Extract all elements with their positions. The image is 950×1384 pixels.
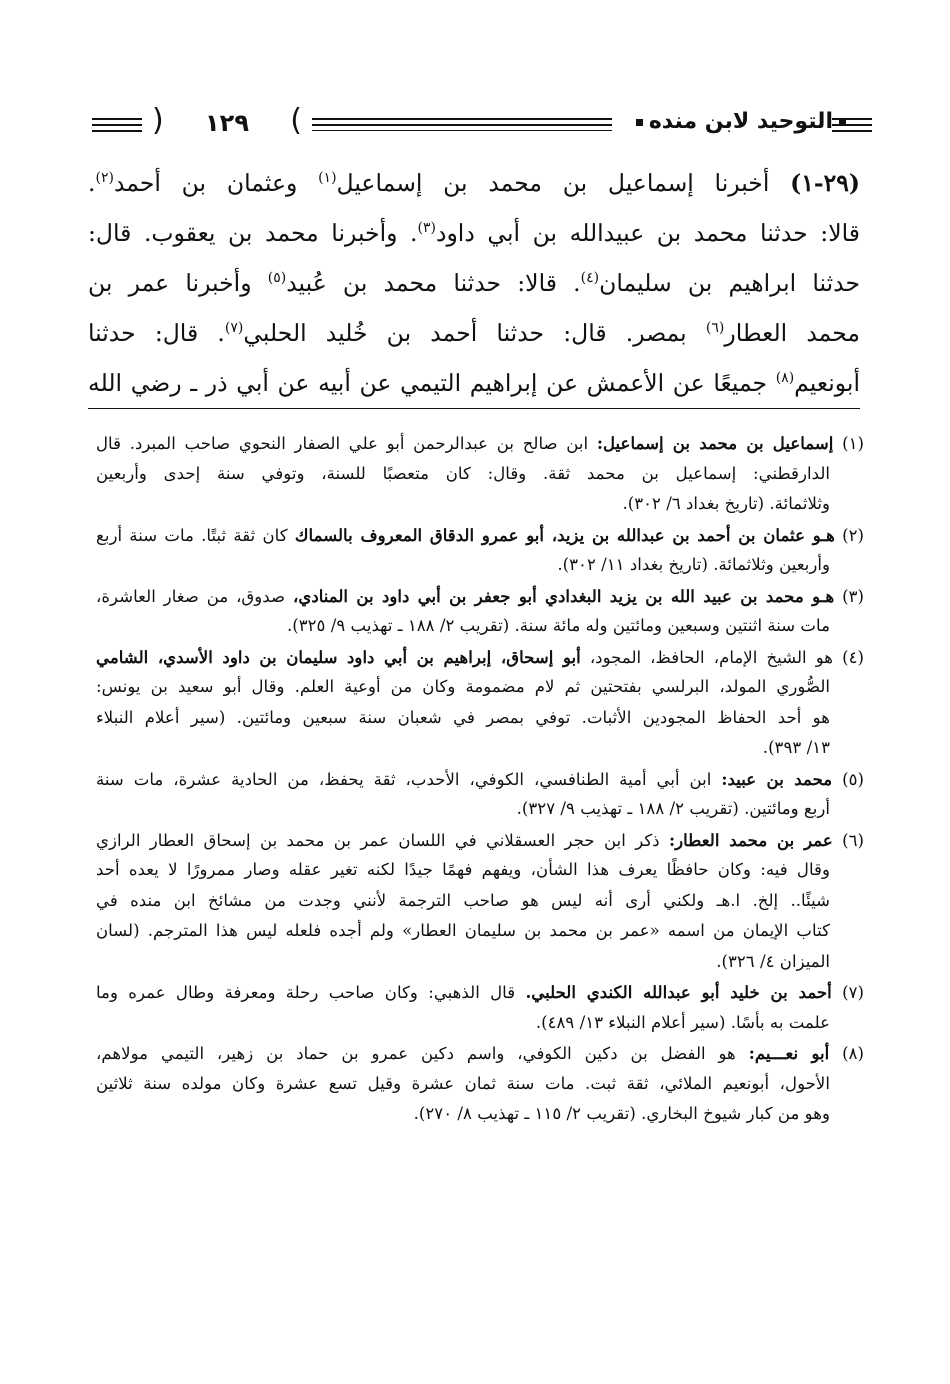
footnote-line — [96, 825, 864, 856]
footnote-line — [96, 1038, 864, 1069]
footnote-line — [96, 1099, 864, 1130]
text-run: . وأخبرنا محمد بن يعقوب. قال: — [88, 219, 418, 247]
footnote-line — [96, 459, 864, 490]
footnote-line — [96, 733, 864, 764]
header-rule — [832, 124, 872, 126]
footnote-text: وقال فيه: وكان حافظًا يعرف هذا الشأن، ويفهم فهمًا جيدًا لكنه تغير عقله وصار ممرورًا لا يعده أحد — [96, 860, 830, 879]
footnote-text: الميزان ٤/ ٣٢٦). — [716, 951, 830, 971]
text-run: قالا: حدثنا محمد بن عبيدالله بن أبي داود — [435, 219, 860, 247]
footnote — [96, 977, 864, 1038]
footnote-line — [96, 977, 864, 1008]
footnote-line — [96, 1069, 864, 1100]
footnote-ref: (٥) — [267, 270, 287, 286]
footnote-text: علمت به بأسًا. (سير أعلام النبلاء ١٣/ ٤٨٩). — [535, 1012, 830, 1032]
text-run: حدثنا ابراهيم بن سليمان — [599, 269, 860, 297]
footnote-text: مات سنة اثنتين وسبعين ومائتين وله مائة سنة. (تقريب ٢/ ١٨٨ ـ تهذيب ٩/ ٣٢٥). — [286, 616, 830, 635]
book-title: التوحيد لابن منده — [648, 109, 833, 134]
footnote-name: أبو إسحاق، إبراهيم بن أبي داود سليمان بن داود الأسدي، الشامي — [96, 646, 581, 667]
text-run: أخبرنا إسماعيل بن محمد بن إسماعيل — [336, 169, 770, 197]
footnote-marker: (٥) — [832, 769, 864, 789]
page-header — [92, 103, 862, 142]
footnote-name: هـو عثمان بن أحمد بن عبدالله بن يزيد، أبو عمرو الدقاق المعروف بالسماك — [294, 524, 835, 545]
footnote-text: كتاب الإيمان من اسمه «عمر بن محمد بن سليمان العطار» ولم أجده فلعله ليس هذا المترجم. (لسان — [96, 921, 830, 940]
footnote-line — [96, 703, 864, 734]
footnote-text: صدوق، من صغار العاشرة، — [96, 586, 293, 606]
footnote — [96, 1038, 864, 1130]
footnote-marker: (١) — [833, 434, 864, 453]
text-run: جميعًا عن الأعمش عن إبراهيم التيمي عن أبيه عن أبي ذر ـ رضي الله — [88, 369, 776, 397]
footnote-ref: (٢) — [95, 170, 114, 186]
footnote-text: وثلاثمائة. (تاريخ بغداد ٦/ ٣٠٢). — [622, 494, 830, 513]
header-rule — [92, 130, 142, 132]
footnote-text: أربع ومائتين. (تقريب ٢/ ١٨٨ ـ تهذيب ٩/ ٣٢٧). — [516, 799, 830, 818]
footnote-ref: (١) — [318, 170, 337, 186]
main-line — [88, 208, 860, 258]
footnote-line — [96, 764, 864, 795]
text-run: أبونعيم — [794, 369, 860, 397]
page-number: ١٢٩ — [205, 109, 249, 137]
footnote — [96, 825, 864, 978]
text-run: بمصر. قال: حدثنا أحمد بن خُليد الحلبي — [243, 319, 706, 347]
footnote-name: هـو محمد بن عبيد الله بن يزيد البغدادي أبو جعفر بن أبي داود بن المنادي، — [292, 585, 835, 606]
footnote-line — [96, 794, 864, 825]
header-rule — [312, 124, 612, 126]
footnote-line — [96, 489, 864, 520]
text-run: وأخبرنا عمر بن — [88, 269, 268, 297]
footnote-name: عمر بن محمد العطار: — [668, 829, 833, 850]
main-line — [88, 308, 860, 358]
footnote-text: الأحول، أبونعيم الملائي، ثقة ثبت. مات سنة ثمان عشرة وقيل تسع عشرة وكان مولده سنة ثلاثين — [96, 1073, 830, 1093]
main-line — [88, 258, 860, 308]
footnote-marker: (٨) — [829, 1044, 864, 1063]
footnote — [96, 428, 864, 520]
footnote-line — [96, 642, 864, 673]
footnote-text: شيئًا.. إلخ. ا.هـ ولكني أرى أنه ليس هو صاحب الترجمة لأنني وجدت من مشائخ ابن منده في — [96, 890, 830, 910]
footnote-line — [96, 550, 864, 581]
footnote-text: الدارقطني: إسماعيل بن محمد ثقة. وقال: كان متعصبًا للسنة، وتوفي سنة إحدى وأربعين — [96, 463, 830, 483]
footnote-ref: (٦) — [705, 320, 725, 336]
footnote — [96, 520, 864, 581]
footnote-name: أحمد بن خليد أبو عبدالله الكندي الحلبي. — [525, 982, 832, 1002]
footnote-text: هو الفضل بن دكين الكوفي، واسم دكين عمرو بن حماد بن زهير، التيمي مولاهم، — [96, 1044, 749, 1063]
running-title — [630, 106, 852, 138]
footnote-ref: (٣) — [417, 220, 436, 236]
footnote-text: ١٣/ ٣٩٣). — [762, 738, 830, 757]
main-text — [88, 158, 860, 409]
text-run: . قال: حدثنا — [88, 319, 225, 347]
page-number-box: ( ١٢٩ ) — [152, 103, 302, 138]
footnote-text: الصُّوري المولد، البرلسي بفتحتين ثم لام مضمومة وكان من أوعية العلم. وقال أبو سعيد بن يونس: — [96, 677, 830, 696]
footnote-marker: (٣) — [834, 586, 864, 606]
footnote-text: قال الذهبي: وكان صاحب رحلة ومعرفة وطال عمره وما — [96, 983, 526, 1002]
footnote — [96, 764, 864, 825]
footnote-name: محمد بن عبيد: — [721, 768, 833, 789]
header-rule — [92, 118, 142, 120]
footnote-line — [96, 1008, 864, 1039]
footnote-line — [96, 428, 864, 459]
header-rule — [832, 118, 872, 120]
footnote-line — [96, 672, 864, 703]
footnote-line — [96, 916, 864, 947]
header-rule — [832, 130, 872, 132]
footnote-text: ابن صالح بن عبدالرحمن أبو علي الصفار النحوي صاحب المبرد. قال — [96, 434, 597, 453]
footnote-text: هو أحد الحفاظ المجودين الأثبات. توفي بمصر في شعبان سنة سبعين ومائتين. (سير أعلام النبلاء — [96, 707, 830, 727]
footnote-name: أبو نعـــيم: — [748, 1043, 830, 1063]
footnotes — [96, 428, 864, 1130]
footnote-line — [96, 947, 864, 978]
main-line — [88, 158, 860, 208]
footnote-line — [96, 520, 864, 551]
footnote-name: إسماعيل بن محمد بن إسماعيل: — [596, 433, 834, 453]
text-run: . — [88, 169, 96, 197]
footnote-line — [96, 611, 864, 642]
header-rule — [92, 124, 142, 126]
header-rule — [312, 130, 612, 131]
footnote-line — [96, 855, 864, 886]
footnote-marker: (٦) — [832, 830, 864, 850]
footnote-marker: (٧) — [831, 983, 864, 1002]
footnote-ref: (٧) — [224, 320, 244, 336]
footnote-line — [96, 581, 864, 612]
text-run: . قالا: حدثنا محمد بن عُبيد — [286, 269, 581, 297]
hadith-number: (٢٩-١) — [790, 169, 860, 197]
footnote-marker: (٤) — [833, 647, 864, 667]
footnote — [96, 581, 864, 642]
footnote-text: كان ثقة ثبتًا. مات سنة أربع — [96, 525, 295, 545]
footnote-text: وهو من كبار شيوخ البخاري. (تقريب ٢/ ١١٥ ـ تهذيب ٨/ ٢٧٠). — [413, 1104, 830, 1123]
text-run: محمد العطار — [724, 319, 860, 347]
main-line — [88, 358, 860, 409]
text-run: وعثمان بن أحمد — [113, 169, 319, 197]
bullet-square-icon — [636, 119, 643, 126]
footnote-ref: (٤) — [580, 270, 600, 286]
footnote-text: هو الشيخ الإمام، الحافظ، المجود، — [580, 647, 834, 667]
footnote-text: ابن أبي أمية الطنافسي، الكوفي، الأحدب، ثقة يحفظ، من الحادية عشرة، مات سنة — [96, 769, 722, 789]
footnote-text: ذكر ابن حجر العسقلاني في اللسان عمر بن محمد بن إسحاق العطار الرازي — [96, 830, 669, 850]
header-rule — [312, 118, 612, 120]
footnote — [96, 642, 864, 764]
footnote-line — [96, 886, 864, 917]
footnote-ref: (٨) — [775, 370, 795, 386]
footnote-marker: (٢) — [834, 525, 864, 545]
footnote-text: وأربعين وثلاثمائة. (تاريخ بغداد ١١/ ٣٠٢). — [557, 555, 830, 574]
